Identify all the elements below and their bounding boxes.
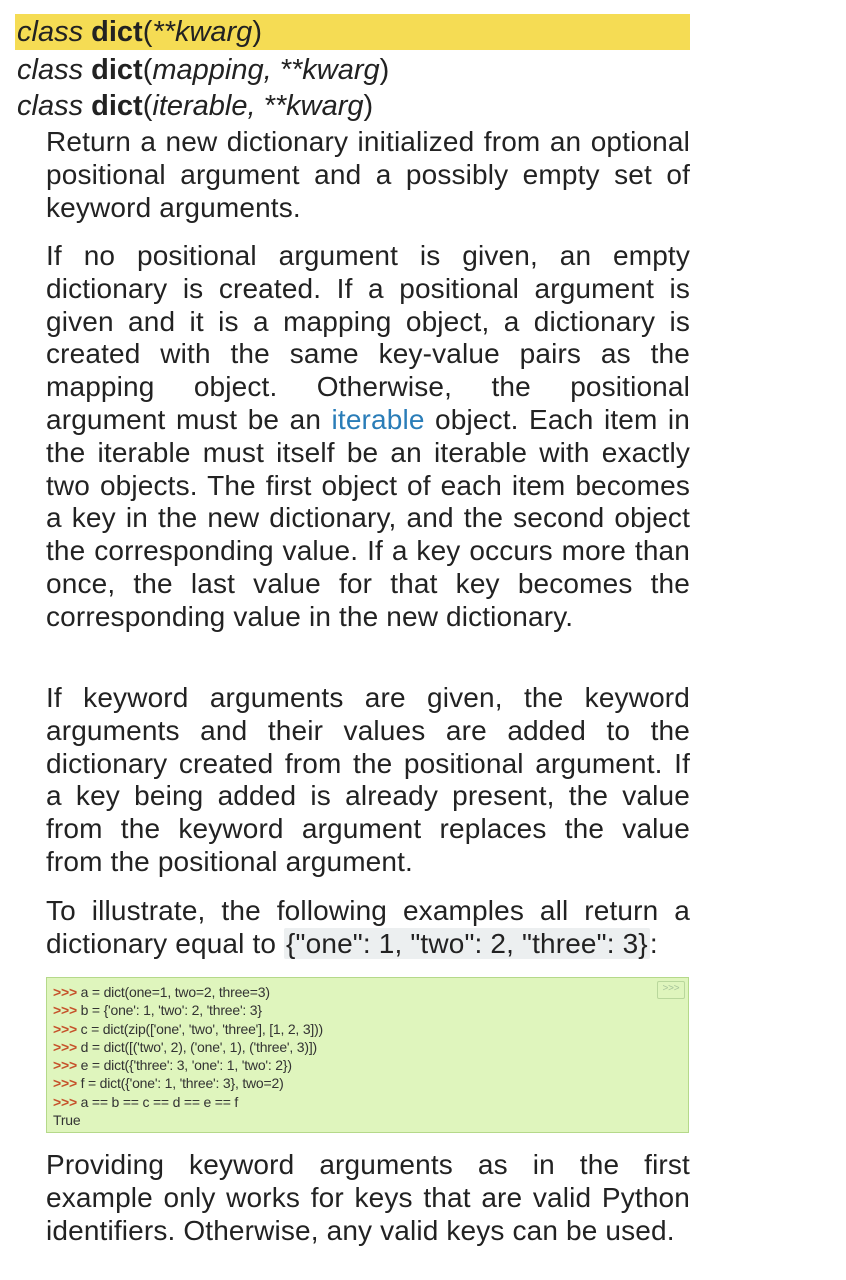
code-text: d = dict([('two', 2), ('one', 1), ('three', 3)]): [80, 1038, 317, 1055]
function-name: dict: [91, 90, 143, 122]
paragraph-intro: Return a new dictionary initialized from an optional positional argument and a possibly empty set of keyword arguments.: [46, 126, 690, 223]
paragraph-keyword: If keyword arguments are given, the keyword arguments and their values are added to the dictionary created from the positional argument. If a key being added is already present, the value from the keyword argument replaces the value from the positional argument.: [46, 682, 690, 877]
class-keyword: class: [17, 90, 84, 122]
function-name: dict: [91, 54, 143, 86]
signature-dict-iterable: class dict(iterable, **kwarg): [17, 90, 374, 122]
code-text: f = dict({'one': 1, 'three': 3}, two=2): [80, 1075, 284, 1092]
code-line: [53, 1074, 688, 1092]
signature-dict-mapping: class dict(mapping, **kwarg): [17, 54, 390, 86]
code-line: [53, 1038, 688, 1056]
paragraph-identifiers: Providing keyword arguments as in the first example only works for keys that are valid Python identifiers. Otherwise, any valid keys can be used.: [46, 1149, 690, 1246]
code-lines: [53, 983, 688, 1111]
code-line: [53, 1093, 688, 1111]
function-name: dict: [91, 16, 143, 48]
signature-dict-kwarg: class dict(**kwarg): [0, 14, 846, 51]
inline-literal: {"one": 1, "two": 2, "three": 3}: [286, 927, 648, 959]
paragraph-illustrate: To illustrate, the following examples all return a dictionary equal to {"one": 1, "two": 2, "three": 3}:: [46, 895, 690, 959]
code-prompt: >>>: [53, 1002, 81, 1019]
code-text: e = dict({'three': 3, 'one': 1, 'two': 2}): [80, 1057, 292, 1074]
code-example-block: [46, 977, 689, 1133]
code-line: [53, 1056, 688, 1074]
code-prompt: >>>: [53, 984, 81, 1000]
code-prompt: >>>: [53, 1057, 81, 1074]
code-prompt: >>>: [53, 1020, 81, 1037]
copy-prompt-toggle-button[interactable]: >>>: [657, 981, 685, 999]
paragraph-positional: If no positional argument is given, an empty dictionary is created. If a positional argument is given and it is a mapping object, a dictionary is created with the same key-value pairs as the mapping object. Otherwise, the positional argument must be an iterable object. Each item in the iterable must itself be an iterable with exactly two objects. The first object of each item becomes a key in the new dictionary, and the second object the corresponding value. If a key occurs more than once, the last value for that key becomes the corresponding value in the new dictionary.: [46, 240, 690, 632]
code-prompt: >>>: [53, 1038, 81, 1055]
code-text: c = dict(zip(['one', 'two', 'three'], [1, 2, 3])): [80, 1020, 324, 1037]
code-text: a = dict(one=1, two=2, three=3): [80, 984, 270, 1000]
class-keyword: class: [17, 54, 84, 86]
class-keyword: class: [17, 16, 84, 48]
code-line: [53, 1020, 688, 1038]
signature-params: **kwarg: [152, 16, 253, 48]
code-text: a == b == c == d == e == f: [80, 1093, 239, 1110]
signature-params: iterable, **kwarg: [152, 90, 364, 122]
code-text: b = {'one': 1, 'two': 2, 'three': 3}: [80, 1002, 262, 1019]
code-line: [53, 983, 688, 1001]
signature-params: mapping, **kwarg: [152, 54, 380, 86]
code-line: [53, 1001, 688, 1019]
code-output: True: [53, 1112, 81, 1129]
iterable-link[interactable]: iterable: [331, 403, 425, 435]
code-prompt: >>>: [53, 1093, 81, 1110]
code-prompt: >>>: [53, 1075, 81, 1092]
